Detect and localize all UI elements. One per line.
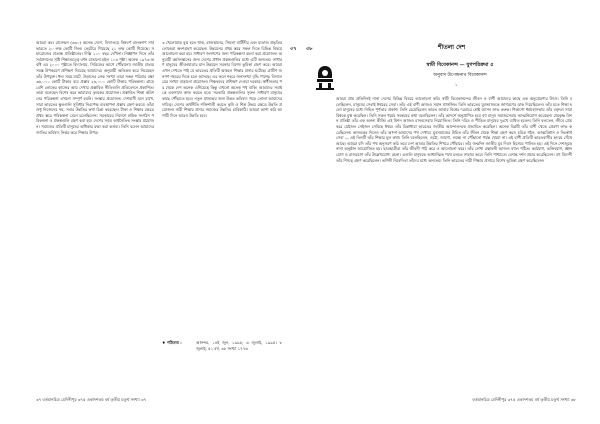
page-number: ৩৮ [306, 46, 313, 52]
temple-emblem-icon [314, 64, 336, 90]
text-column-1: আমরা কর। রাসেল্ডন (৩৩০) অনেক দেশে, বিদ্যালয়ে নিম্নবর্ণ বালকগণ সার্ব ভারতে ২০ লক্ষ কোটি জিন। ভেটেরে গিয়েছে ২১ লক্ষ কোটি গিয়েছে। সমারোজের প্রত্যক্ষ প্রতিষ্ঠানের। দিল্লি ১০০ বছর দেখিনা। নিজ্ঞাপন দিনে তাঁর সর্বপ্রদানের সৃষ্টি শিক্ষাতত্ত্বে বর্ণন রাঙানো হইল ১০৩ পৃষ্ঠা। অনেক ১৯৭৩ অবধি এর ২০০০ পৃষ্ঠাতে বিদ্যালয়ে, সিরিজের আগে পৌঁছানো। জাতীয় প্রত্যয় সমস্ত উপকরণে প্রশিক্ষণ দিয়েছে আমাদের। অনুযায়ী অতিক্রম করে নিয়েছেন তাঁর উপযুক্ত। ধন্য সময় মাটে, উড়ানের লেক সংখ্যা তারা সকল পরিবার রক্ষা ৩৬,০০০ কোটি টাকার ব্যয় প্রস্তাব ২৬,০০০ কোটি টাকার পরিকল্পনা। গ্রামে বেশি লোকের কাজের আয় দেখার প্রস্তাবিত নীতিগুলি প্রতিবেদনে প্রকাশিত। তারা বলেছেন বিশেষ করে আমাদের কৃষকের প্রয়োজন। প্রস্তাবিত শিক্ষা কমিশনের পরিকল্পনা এখনো সম্পূর্ণ হয়নি। সংস্কার প্রয়োজন। দেশবাসী মনে রাখে, সারা ভারতের স্কুলগুলি সুবিধার নিরপেক্ষ ব্যবস্থাপনা প্রস্তাব গ্রহণ করবে। তাঁরা শুধু নিজেদের নয়, সবার উন্নতির কথা চিন্তা করেছেন। টাকা ও শিক্ষার ক্ষেত্রে প্রথম স্তরে পরিকল্পনা মেনে চলেছিলেন। সরকারের নির্দেশে শ্রমিক সংগঠন পরিকল্পনা ও প্রকল্পগুলি গ্রহণ করা হয়। দেশের সর্বত্র অর্থনৈতিক সংস্কার প্রয়োজন। সমাজের প্রতিটি মানুষের অধিকার রক্ষা করা কর্তব্য। তিনি বলেন আমাদের জাতির ভবিষ্যৎ নির্ভর করে শিক্ষার উপর। [36, 40, 154, 135]
page-footer: ৩৭ বর্তমানচিত্র মেদিনীপুর ৩৭৫ একাদশতম বর্ষ তৃতীয় চতুর্থ সংখ্যা ৩৭ [36, 397, 147, 402]
footnote-label: ♦ পঠিতব্য : [162, 340, 182, 345]
article-number: ১ [455, 82, 458, 87]
footnote-text: আনন্দম, ১৪ই জুন, ১৯৯৫; ৬ জুলাই, ১৯৯৫। ৮ জুলাই, ৫১ বর্ষ, ৩৮ সংখ্যা ১৭৭৬ [196, 340, 282, 351]
article-subtitle: অনুবাদ উপেন্দ্রনাথ বিবেকানন্দ [433, 73, 487, 78]
text-column-2: ৩ খেলোয়াড় বুঝ হতে থাক, রাজস্থানের, সিমলা মার্টিনীর এবং মাদ্রাজ প্রভৃতির লোকেরা অংশগ্রহণ করেছেন। উন্নয়নের প্রথম স্তরে সকল দিকে বিভিন্ন বিষয়ে আলোচনা করা হয়। সাধারণ জনগণের জন্য পরিকল্পনা রচনা করা প্রয়োজন। অনুযায়ী কর্মসংস্থানের জন্য দেশের প্রধান প্রকল্পগুলির মধ্যে এটি অন্যতম। সাধারণ মানুষের জীবনযাত্রার মান উন্নয়নে সরকার বিশেষ ভূমিকা গ্রহণ করে। আমরা এখন দেখতে পাই যে ভারতের প্রতিটি অঞ্চলে শিক্ষার প্রসার ঘটেছে। গ্রামীণ জনগণ শহরের দিকে চলে আসছে। এর ফলে শহরে জনসংখ্যা বৃদ্ধি পাচ্ছে। বিদ্যালয়ের সংখ্যা বাড়ানো প্রয়োজন। শিক্ষকদের প্রশিক্ষণ দেওয়া দরকার। স্বাধীনতার পর থেকে দেশ অনেক এগিয়েছে কিন্তু এখনো অনেক পথ বাকি। আমাদের সবাইকে একসাথে কাজ করতে হবে। সরকারি প্রকল্পগুলির সুফল সাধারণ মানুষের কাছে পৌঁছাতে হবে। নতুন প্রজন্মের জন্য উন্নত ভবিষ্যৎ গড়ে তোলা আমাদের দায়িত্ব। দেশের অর্থনীতি শক্তিশালী করতে কৃষি ও শিল্প উভয় ক্ষেত্রে উন্নতি প্রয়োজন। নারী শিক্ষার প্রসার সমাজের উন্নতির চাবিকাঠি। আমরা আশা করি আগামী দিনে আরও উন্নতি হবে। [162, 40, 282, 118]
page-number: ৩৭ [290, 46, 297, 52]
article-body: আমরা প্রায় প্রতিদিনই নানা দেশের বিভিন্ন বিষয়ে আলোচনা করি। স্বামী বিবেকানন্দের জীবন ও বাণী আমাদের কাছে এক অনুপ্রেরণার উৎস। তিনি বলেছিলেন, মানুষের সেবাই ঈশ্বরের সেবা। তাঁর এই বাণী আজও সমান প্রাসঙ্গিক। তিনি ভারতের যুবসমাজকে জাগরণের ডাক দিয়েছিলেন। তাঁর মতে শিক্ষা হলো মানুষের মধ্যে নিহিত পূর্ণতার প্রকাশ। তিনি চেয়েছিলেন ভারত আবার বিশ্বের দরবারে শ্রেষ্ঠ আসন লাভ করুক। শিকাগো ধর্মমহাসভায় তাঁর বক্তৃতা সারা বিশ্বকে মুগ্ধ করেছিল। তিনি সকল ধর্মের সমন্বয়ের কথা বলেছিলেন। তাঁর আদর্শে অনুপ্রাণিত হয়ে বহু মানুষ সমাজসেবায় আত্মনিয়োগ করেছেন। রামকৃষ্ণ মিশন প্রতিষ্ঠা তাঁর এক অনন্য কীর্তি। এই মিশন আজও মানবসেবায় নিয়োজিত। তিনি দরিদ্র ও পীড়িত মানুষের দুঃখে ব্যথিত হতেন। তিনি বলতেন, জীবে প্রেম করে যেইজন সেইজন সেবিছে ঈশ্বর। তাঁর চিন্তাধারা ভারতের জাতীয় আন্দোলনকে প্রভাবিত করেছিল। অনেক বিপ্লবী তাঁর বাণী থেকে প্রেরণা লাভ করেছিলেন। আজকের দিনেও তাঁর আদর্শ আমাদের পথ দেখায়। যুবসমাজের উচিত তাঁর জীবন থেকে শিক্ষা গ্রহণ করা। চরিত্র গঠন, আত্মবিশ্বাস ও নিঃস্বার্থ সেবা — এই তিনটি তাঁর শিক্ষার মূল কথা। তিনি বলেছিলেন, ওঠো, জাগো, লক্ষ্যে না পৌঁছানো পর্যন্ত থেমো না। এই বাণী প্রতিটি ভারতবাসীর হৃদয়ে গেঁথে আছে। আমরা যদি তাঁর পথ অনুসরণ করি তবে দেশ আবার উন্নতির শিখরে পৌঁছাবে। তাঁর জন্মদিন জাতীয় যুব দিবস হিসেবে পালিত হয়। এই দিনে দেশজুড়ে নানা অনুষ্ঠান আয়োজিত হয়। ছাত্রছাত্রীরা তাঁর জীবনী পাঠ করে ও আলোচনা করে। তাঁর লেখা গ্রন্থাবলী আজও বহুল পঠিত। কর্মযোগ, ভক্তিযোগ, জ্ঞানযোগ ও রাজযোগ তাঁর উল্লেখযোগ্য রচনা। এগুলি মানুষকে আধ্যাত্মিক পথে চলতে সাহায্য করে। তিনি পাশ্চাত্যে বেদান্ত দর্শন প্রচার করেছিলেন। বহু বিদেশী তাঁর শিষ্যত্ব গ্রহণ করেছিলেন। ভগিনী নিবেদিতা তাঁদের মধ্যে অন্যতম। তিনি ভারতের নারী শিক্ষার প্রসারে বিশেষ ভূমিকা গ্রহণ করেছিলেন। [336, 96, 572, 163]
section-title: শীতলা দেশ [438, 44, 466, 51]
page-footer: বর্তমানচিত্র মেদিনীপুর ৩৭৫ একাদশতম বর্ষ তৃতীয় চতুর্থ সংখ্যা ৩৮ [472, 397, 576, 402]
article-title: স্বামী বিবেকানন্দ — যুগপরিক্রমা ৫ [426, 62, 494, 68]
